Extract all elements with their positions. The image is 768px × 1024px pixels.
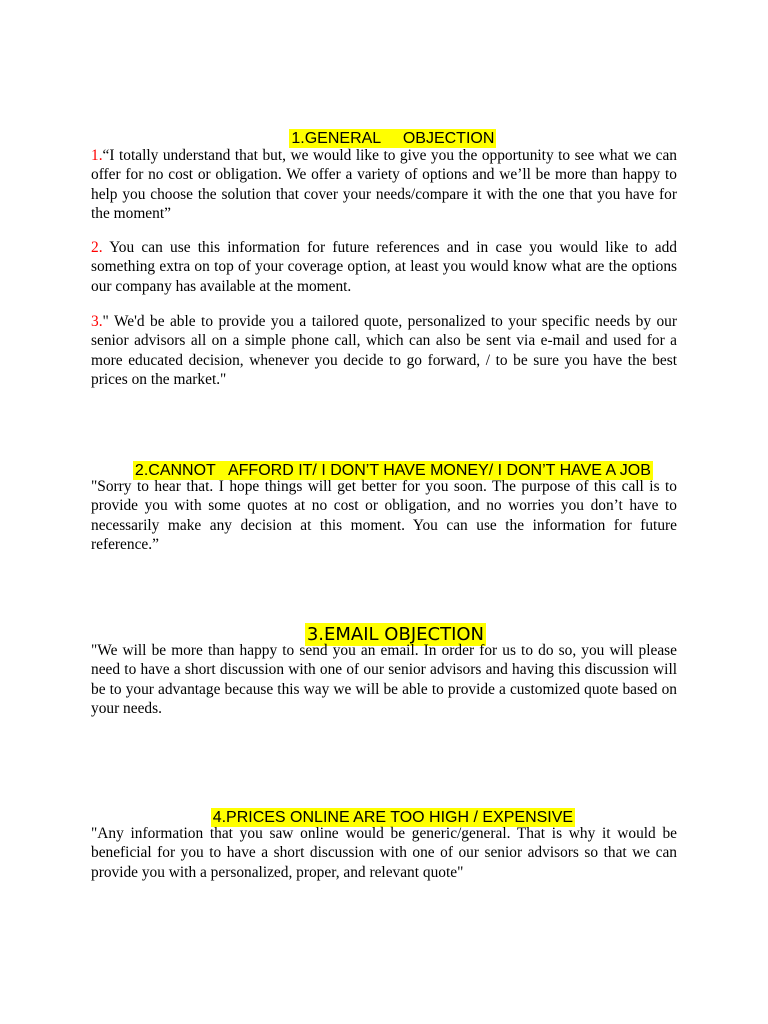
paragraph-text: "Any information that you saw online would be generic/general. That is why it would be beneficial for you to have a short discussion with one of our senior advisors so that we can provide you with a personalized, proper, and relevant quote" xyxy=(91,825,677,881)
paragraph-cannot-afford xyxy=(91,477,677,554)
paragraph-text: "Sorry to hear that. I hope things will get better for you soon. The purpose of this call is to provide you with some quotes at no cost or obligation, and no worries you don’t have to necessarily make any decision at this moment. You can use the information for future reference.” xyxy=(91,478,677,553)
section-heading-text: 4.PRICES ONLINE ARE TOO HIGH / EXPENSIVE xyxy=(212,809,574,826)
section-heading-text: 2.CANNOT AFFORD IT/ I DON’T HAVE MONEY/ I DON’T HAVE A JOB xyxy=(134,462,651,479)
paragraph-number: 1. xyxy=(91,147,103,164)
paragraph-general-3 xyxy=(91,312,677,389)
section-heading-text: 1.GENERAL OBJECTION xyxy=(291,130,495,147)
paragraph-number: 3. xyxy=(91,313,103,330)
paragraph-text: You can use this information for future references and in case you would like to add something extra on top of your coverage option, at least you would know what are the options our company has available at the moment. xyxy=(91,239,677,295)
paragraph-text: " We'd be able to provide you a tailored quote, personalized to your specific needs by our senior advisors all on a simple phone call, which can also be sent via e-mail and used for a more educated decision, whenever you decide to go forward, / to be sure you have the best prices on the market." xyxy=(91,313,677,388)
paragraph-text: “I totally understand that but, we would like to give you the opportunity to see what we can offer for no cost or obligation. We offer a variety of options and we’ll be more than happy to help you choose the solution that cover your needs/compare it with the one that you have for the moment” xyxy=(91,147,677,222)
paragraph-text: "We will be more than happy to send you an email. In order for us to do so, you will please need to have a short discussion with one of our senior advisors and having this discussion will be to your advantage because this way we will be able to provide a customized quote based on your needs. xyxy=(91,642,677,717)
paragraph-number: 2. xyxy=(91,239,103,256)
paragraph-prices-online xyxy=(91,824,677,882)
paragraph-general-1 xyxy=(91,146,677,223)
section-heading-text: 3.EMAIL OBJECTION xyxy=(306,624,485,645)
paragraph-email-objection xyxy=(91,641,677,718)
paragraph-general-2 xyxy=(91,238,677,296)
